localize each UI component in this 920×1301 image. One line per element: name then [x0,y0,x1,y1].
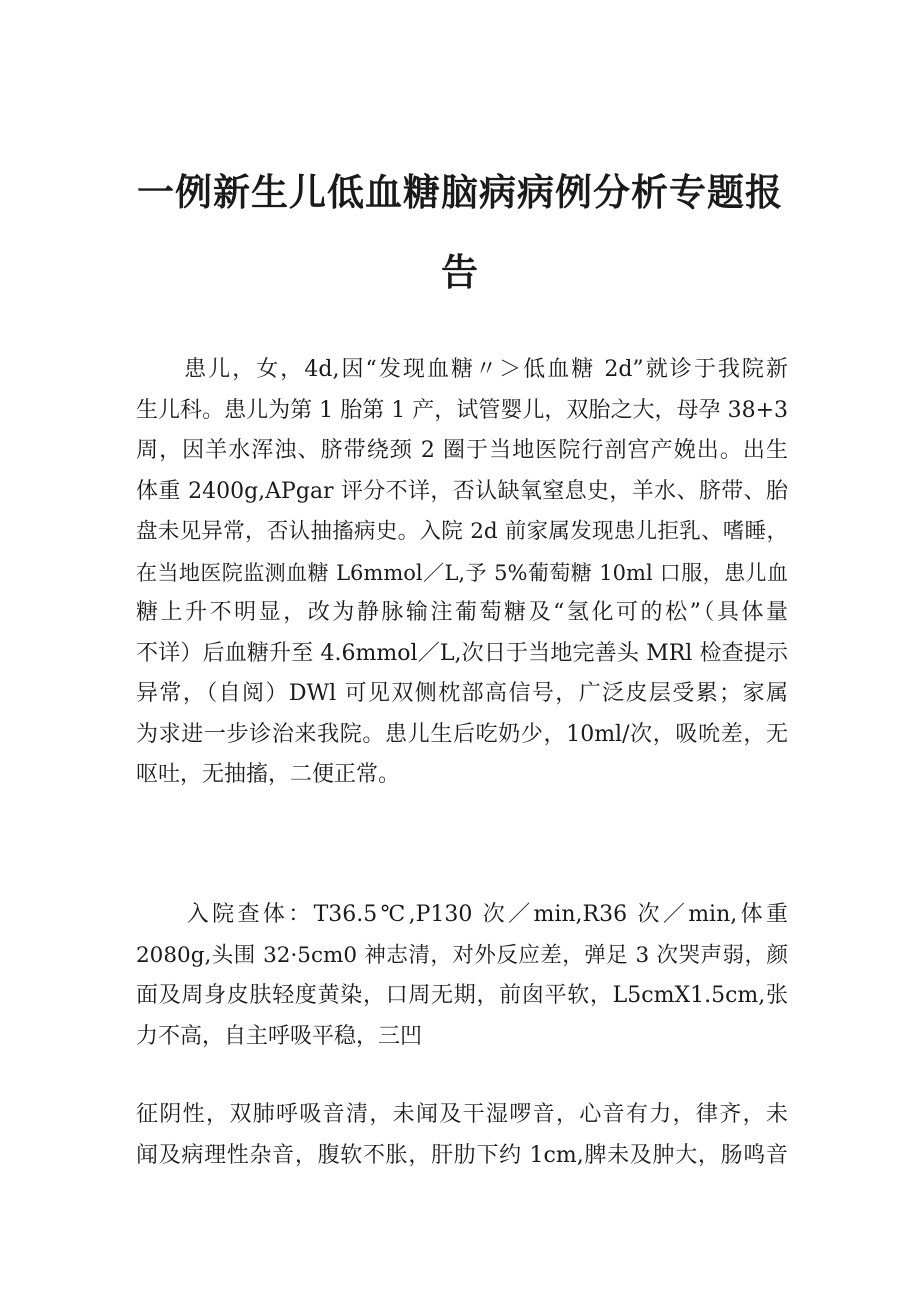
text-line: 力不高，自主呼吸平稳，三凹 [136,1023,423,1049]
text-line: 入院查体：T36.5℃,P130 次／min,R36 次／min,体重 [136,902,788,927]
text-line: 异常，（自阅）DWl 可见双侧枕部高信号，广泛皮层受累；家属 [136,681,788,706]
text-line: 体重 2400g,APgar 评分不详，否认缺氧窒息史，羊水、脐带、胎 [136,478,788,504]
text-line: 在当地医院监测血糖 L6mmol／L,予 5%葡萄糖 10ml 口服，患儿血 [136,560,788,585]
text-line: 面及周身皮肤轻度黄染，口周无期，前囱平软，L5cmX1.5cm,张 [136,983,788,1008]
text-line: 不详）后血糖升至 4.6mmol／L,次日于当地完善头 MRl 检查提示 [136,640,788,666]
text-line: 糖上升不明显，改为静脉输注葡萄糖及“氢化可的松”（具体量 [136,600,788,625]
text-line: 周，因羊水浑浊、脐带绕颈 2 圈于当地医院行剖宫产娩出。出生 [136,438,788,463]
document-title-line2: 告 [441,251,479,294]
text-line: 生儿科。患儿为第 1 胎第 1 产，试管婴儿，双胎之大，母孕 38+3 [136,397,788,423]
text-line: 盘未见异常，否认抽搐病史。入院 2d 前家属发现患儿拒乳、嗜睡， [136,519,788,544]
paragraph-physical-exam [136,895,788,1057]
paragraph-history [136,350,788,796]
text-line: 2080g,头围 32·5cm0 神志清，对外反应差，弹足 3 次哭声弱，颜 [136,942,788,968]
text-line: 呕吐，无抽搐，二便正常。 [136,762,401,787]
document-title-line1: 一例新生儿低血糖脑病病例分析专题报 [137,171,783,214]
text-line: 闻及病理性杂音，腹软不胀，肝肋下约 1cm,脾未及肿大，肠鸣音 [136,1142,788,1168]
text-line: 为求进一步诊治来我院。患儿生后吃奶少，10ml/次，吸吮差，无 [136,721,788,747]
paragraph-physical-exam-continued [136,1095,788,1176]
text-line: 患儿，女，4d,因“发现血糖〃＞低血糖 2d”就诊于我院新 [136,357,788,382]
text-line: 征阴性，双肺呼吸音清，未闻及干湿啰音，心音有力，律齐，未 [136,1102,788,1127]
